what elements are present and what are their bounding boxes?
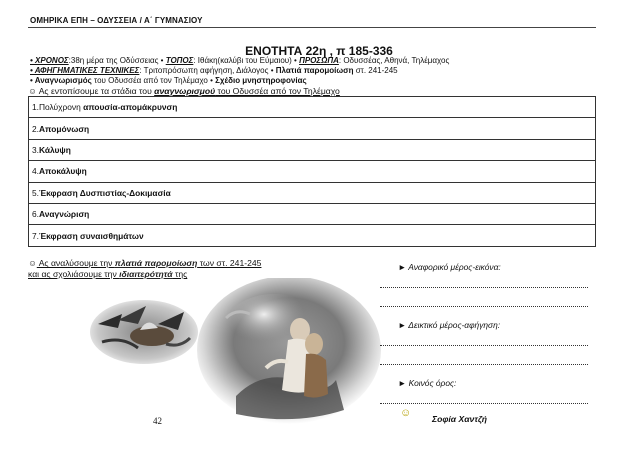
table-row bbox=[29, 203, 596, 224]
table-row bbox=[29, 161, 596, 182]
stage-number: 3. bbox=[32, 144, 39, 155]
answer-line[interactable] bbox=[380, 287, 588, 288]
chronos-label: • ΧΡΟΝΟΣ bbox=[30, 56, 69, 65]
simile-text-4: της bbox=[172, 269, 188, 279]
table-row bbox=[29, 225, 596, 246]
topos-label: ΤΟΠΟΣ bbox=[165, 56, 194, 65]
plan-label: Σχέδιο μνηστηροφονίας bbox=[215, 76, 307, 85]
running-header: ΟΜΗΡΙΚΑ ΕΠΗ – ΟΔΥΣΣΕΙΑ / Α΄ ΓΥΜΝΑΣΙΟΥ bbox=[30, 16, 203, 25]
stage-plain: Πολύχρονη bbox=[39, 102, 84, 113]
header-rule bbox=[28, 27, 596, 28]
page-number: 42 bbox=[153, 416, 162, 426]
simile-verses: στ. 241-245 bbox=[353, 66, 398, 75]
info-line-recognition bbox=[30, 76, 307, 86]
stage-number: 1. bbox=[32, 102, 39, 113]
prosopa-label: ΠΡΟΣΩΠΑ bbox=[299, 56, 339, 65]
stage-cell bbox=[29, 225, 596, 246]
smiley-icon: ☺ bbox=[28, 86, 37, 96]
simile-prompt bbox=[28, 258, 261, 280]
stage-title: Κάλυψη bbox=[39, 144, 71, 155]
stage-title: Αναγνώριση bbox=[39, 209, 90, 220]
page-title: ΕΝΟΤΗΤΑ 22η , π 185-336 bbox=[245, 44, 393, 58]
smiley-icon: ☺ bbox=[400, 407, 412, 419]
answer-line[interactable] bbox=[380, 403, 588, 404]
stage-title: Αποκάλυψη bbox=[39, 166, 87, 177]
author-name: Σοφία Χαντζή bbox=[432, 414, 487, 424]
particularity-emphasis: ιδιαιτερότητά bbox=[119, 269, 173, 279]
topos-value: : Ιθάκη(καλύβι του Εύμαιου) • bbox=[193, 56, 300, 65]
stage-cell bbox=[29, 139, 596, 160]
stage-number: 2. bbox=[32, 123, 39, 134]
chronos-value: :38η μέρα της Οδύσσειας • bbox=[68, 56, 166, 65]
prosopa-value: : Οδυσσέας, Αθηνά, Τηλέμαχος bbox=[338, 56, 450, 65]
prompt-text-1: Ας εντοπίσουμε τα στάδια του bbox=[36, 86, 155, 96]
simile-label: Πλατιά παρομοίωση bbox=[275, 66, 354, 75]
stage-number: 4. bbox=[32, 166, 39, 177]
simile-text-2: των στ. 241-245 bbox=[197, 258, 262, 268]
prompt-text-2: του Οδυσσέα από τον Τηλέμαχο bbox=[215, 86, 340, 96]
table-row bbox=[29, 182, 596, 203]
simile-emphasis: πλατιά παρομοίωση bbox=[114, 258, 198, 268]
stage-cell bbox=[29, 182, 596, 203]
info-line-techniques bbox=[30, 66, 398, 76]
stage-number: 5. bbox=[32, 187, 39, 198]
recognition-value: του Οδυσσέα από τον Τηλέμαχο • bbox=[91, 76, 216, 85]
simile-text-3: και ας σχολιάσουμε την bbox=[28, 269, 120, 279]
narrative-part-label: ► Δεικτικό μέρος-αφήγηση: bbox=[398, 320, 501, 330]
smiley-icon: ☺ bbox=[28, 258, 37, 268]
stage-title: Απομόνωση bbox=[39, 123, 90, 134]
stage-number: 7. bbox=[32, 230, 39, 241]
answer-line[interactable] bbox=[380, 345, 588, 346]
techniques-value: : Τριτοπρόσωπη αφήγηση, Διάλογος • bbox=[139, 66, 276, 75]
common-term-label: ► Κοινός όρος: bbox=[398, 378, 457, 388]
stage-cell bbox=[29, 203, 596, 224]
birds-nest-image bbox=[88, 294, 200, 364]
stage-title: Έκφραση Δυσπιστίας-Δοκιμασία bbox=[39, 187, 171, 198]
recognition-scene-image bbox=[196, 278, 382, 426]
stage-cell bbox=[29, 97, 596, 118]
reference-part-label: ► Αναφορικό μέρος-εικόνα: bbox=[398, 262, 501, 272]
techniques-label: • ΑΦΗΓΗΜΑΤΙΚΕΣ ΤΕΧΝΙΚΕΣ bbox=[30, 66, 140, 75]
answer-line[interactable] bbox=[380, 306, 588, 307]
prompt-emphasis: αναγνωρισμού bbox=[154, 86, 216, 96]
simile-prompt-line-1 bbox=[28, 258, 261, 269]
stage-cell bbox=[29, 118, 596, 139]
stage-title: Έκφραση συναισθημάτων bbox=[39, 230, 144, 241]
stage-number: 6. bbox=[32, 209, 39, 220]
recognition-label: • Αναγνωρισμός bbox=[30, 76, 92, 85]
table-row bbox=[29, 97, 596, 118]
table-row bbox=[29, 139, 596, 160]
stage-title: απουσία-απομάκρυνση bbox=[83, 102, 178, 113]
table-row bbox=[29, 118, 596, 139]
stages-prompt bbox=[28, 86, 340, 96]
stage-cell bbox=[29, 161, 596, 182]
stages-table bbox=[28, 96, 596, 247]
answer-line[interactable] bbox=[380, 364, 588, 365]
info-line-setting bbox=[30, 56, 449, 66]
simile-text-1: Ας αναλύσουμε την bbox=[36, 258, 115, 268]
